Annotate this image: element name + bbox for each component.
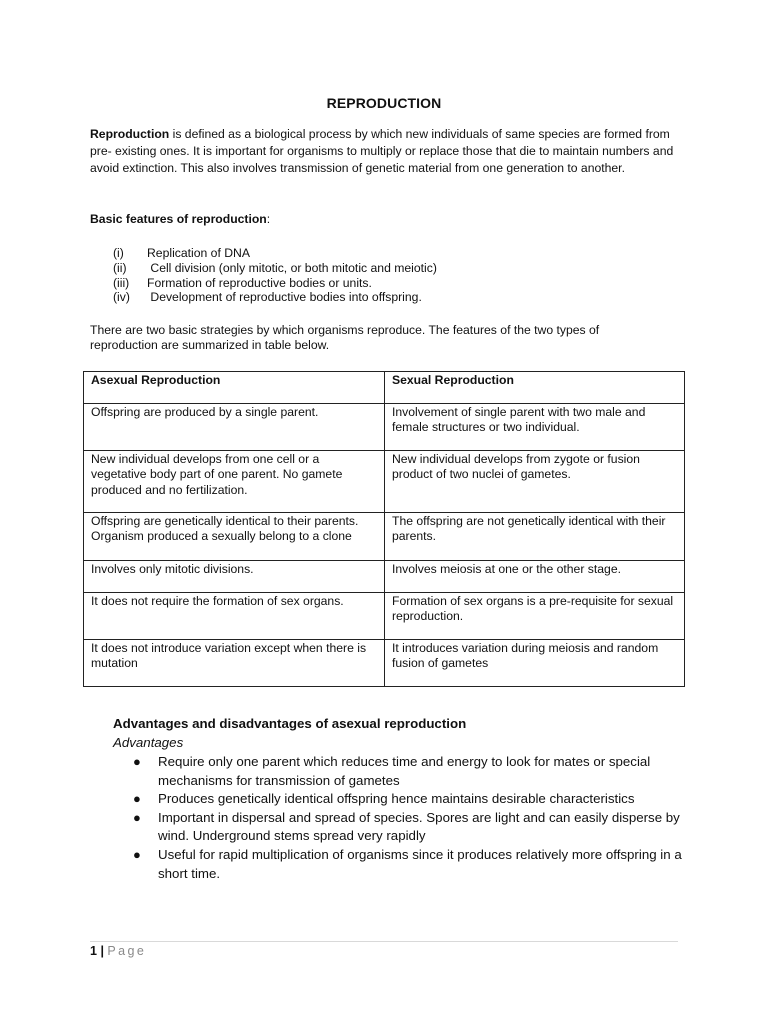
table-cell: Formation of sex organs is a pre-requisite for sexual reproduction. xyxy=(385,593,685,640)
features-heading-bold: Basic features of reproduction xyxy=(90,212,267,226)
table-cell: It does not introduce variation except when there is mutation xyxy=(84,640,385,687)
section-subheading: Advantages xyxy=(113,735,184,750)
intro-paragraph xyxy=(90,126,680,178)
table-cell: New individual develops from one cell or a vegetative body part of one parent. No gamete produced and no fertilization. xyxy=(84,451,385,513)
table-header-cell: Asexual Reproduction xyxy=(84,372,385,404)
table-row xyxy=(84,640,685,687)
features-heading-suffix: : xyxy=(266,212,271,226)
table-header-row xyxy=(84,372,685,404)
list-item-text: Important in dispersal and spread of species. Spores are light and can easily disperse by wind. Underground stems spread very rapidly xyxy=(158,809,680,844)
list-item xyxy=(113,290,437,305)
list-item-number: (iii) xyxy=(113,275,130,290)
features-list xyxy=(113,246,437,305)
table-row xyxy=(84,561,685,593)
table-cell: Offspring are genetically identical to their parents. Organism produced a sexually belong to a clone xyxy=(84,513,385,561)
footer-divider xyxy=(90,941,678,942)
table-row xyxy=(84,451,685,513)
list-item-number: (iv) xyxy=(113,290,130,305)
list-item-text: Require only one parent which reduces time and energy to look for mates or special mechanisms for transmission of gametes xyxy=(158,754,651,788)
intro-term: Reproduction xyxy=(90,127,170,141)
strategies-paragraph: There are two basic strategies by which organisms reproduce. The features of the two types of reproduction are summarized in table below. xyxy=(90,323,600,353)
list-item xyxy=(113,846,683,883)
advantages-list xyxy=(113,753,683,883)
section-heading: Advantages and disadvantages of asexual reproduction xyxy=(113,716,467,731)
list-item xyxy=(113,246,437,261)
table-cell: Involves meiosis at one or the other stage. xyxy=(385,561,685,593)
table-cell: It introduces variation during meiosis and random fusion of gametes xyxy=(385,640,685,687)
list-item-text: Produces genetically identical offspring hence maintains desirable characteristics xyxy=(158,791,635,807)
bullet-icon: ● xyxy=(133,846,141,862)
page-number: 1 xyxy=(90,944,97,958)
table-header-cell: Sexual Reproduction xyxy=(385,372,685,404)
table-cell: Involvement of single parent with two male and female structures or two individual. xyxy=(385,404,685,451)
table-cell: The offspring are not genetically identical with their parents. xyxy=(385,513,685,561)
list-item xyxy=(113,261,437,276)
table-row xyxy=(84,513,685,561)
list-item-text: Development of reproductive bodies into offspring. xyxy=(147,290,422,305)
intro-text: is defined as a biological process by which new individuals of same species are formed from pre- existing ones. It is important for organisms to multiply or replace those that die to maintain numbers and avoid extinction. This also involves transmission of genetic material from one generation to another. xyxy=(90,127,674,176)
bullet-icon: ● xyxy=(133,809,141,825)
list-item-number: (i) xyxy=(113,246,124,260)
list-item xyxy=(113,276,437,291)
page-footer xyxy=(90,944,146,958)
table-row xyxy=(84,593,685,640)
list-item-text: Cell division (only mitotic, or both mitotic and meiotic) xyxy=(147,260,437,275)
list-item-text: Useful for rapid multiplication of organisms since it produces relatively more offspring in a short time. xyxy=(158,846,682,881)
list-item-number: (ii) xyxy=(113,260,127,275)
table-cell: Involves only mitotic divisions. xyxy=(84,561,385,593)
page-title: REPRODUCTION xyxy=(326,95,442,111)
bullet-icon: ● xyxy=(133,791,141,807)
page-label: Page xyxy=(107,944,147,958)
list-item xyxy=(113,809,683,846)
table-cell: It does not require the formation of sex organs. xyxy=(84,593,385,640)
list-item xyxy=(113,790,683,809)
list-item-text: Formation of reproductive bodies or units. xyxy=(147,275,372,290)
list-item xyxy=(113,753,683,790)
footer-separator: | xyxy=(100,944,104,958)
table-cell: New individual develops from zygote or fusion product of two nuclei of gametes. xyxy=(385,451,685,513)
bullet-icon: ● xyxy=(133,754,141,769)
table-cell: Offspring are produced by a single parent. xyxy=(84,404,385,451)
features-heading xyxy=(90,212,270,226)
comparison-table xyxy=(83,371,685,687)
table-row xyxy=(84,404,685,451)
list-item-text: Replication of DNA xyxy=(147,246,250,260)
